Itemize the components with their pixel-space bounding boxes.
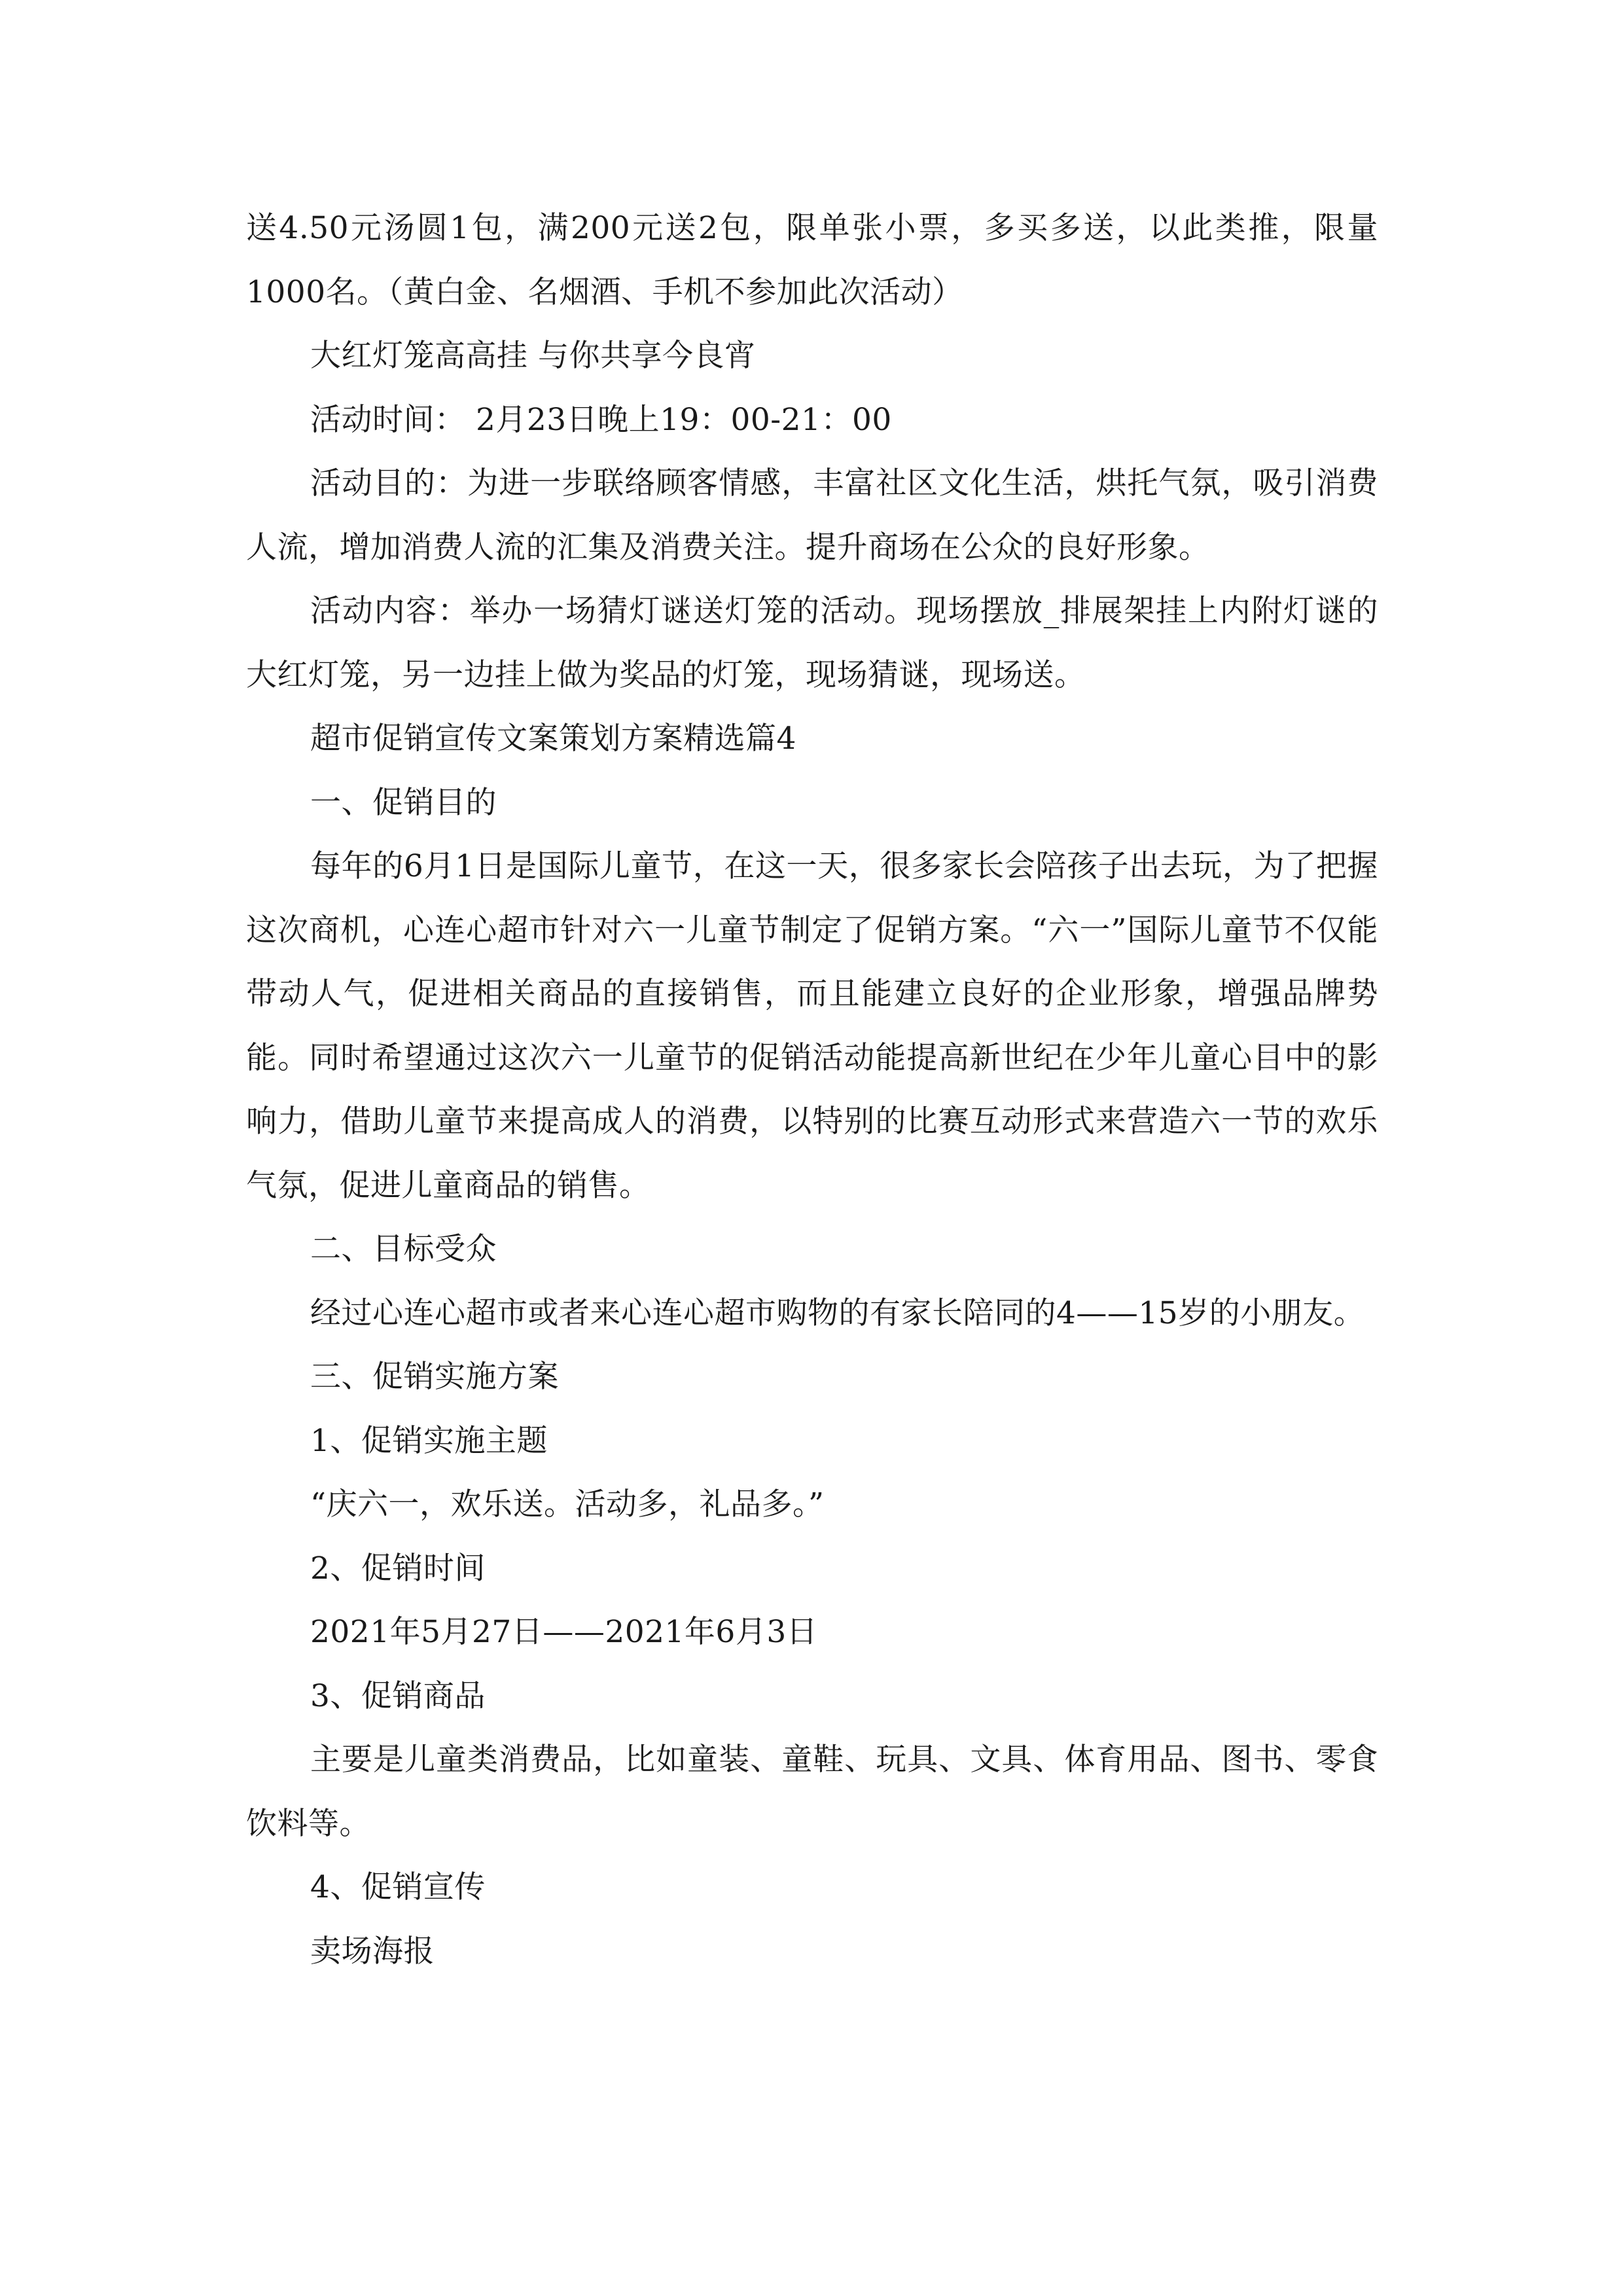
subheading-publicity: 4、促销宣传 — [310, 1869, 486, 1905]
paragraph-poster: 卖场海报 — [310, 1933, 435, 1969]
paragraph-theme: “庆六一，欢乐送。活动多，礼品多。” — [310, 1486, 825, 1522]
paragraph-activity-purpose: 活动目的：为进一步联络顾客情感，丰富社区文化生活，烘托气氛，吸引消费人流，增加消费人流的汇集及消费关注。提升商场在公众的良好形象。 — [246, 465, 1378, 565]
paragraph-goods: 主要是儿童类消费品，比如童装、童鞋、玩具、文具、体育用品、图书、零食饮料等。 — [246, 1742, 1378, 1842]
paragraph-lantern-title: 大红灯笼高高挂 与你共享今良宵 — [310, 338, 756, 374]
subheading-time: 2、促销时间 — [310, 1550, 486, 1587]
paragraph-continued-offer: 送4.50元汤圆1包，满200元送2包，限单张小票，多买多送，以此类推，限量1000名。（黄白金、名烟酒、手机不参加此次活动） — [246, 210, 1378, 310]
heading-promotion-purpose: 一、促销目的 — [310, 784, 497, 821]
heading-target-audience: 二、目标受众 — [310, 1231, 497, 1267]
document-body — [246, 196, 1378, 1983]
paragraph-activity-content: 活动内容：举办一场猜灯谜送灯笼的活动。现场摆放_排展架挂上内附灯谜的大红灯笼，另一边挂上做为奖品的灯笼，现场猜谜，现场送。 — [246, 593, 1378, 693]
subheading-goods: 3、促销商品 — [310, 1677, 486, 1714]
paragraph-purpose-body: 每年的6月1日是国际儿童节，在这一天，很多家长会陪孩子出去玩，为了把握这次商机，心连心超市针对六一儿童节制定了促销方案。“六一”国际儿童节不仅能带动人气，促进相关商品的直接销售，而且能建立良好的企业形象，增强品牌势能。同时希望通过这次六一儿童节的促销活动能提高新世纪在少年儿童心目中的影响力，借助儿童节来提高成人的消费，以特别的比赛互动形式来营造六一节的欢乐气氛，促进儿童商品的销售。 — [246, 848, 1378, 1204]
heading-implementation-plan: 三、促销实施方案 — [310, 1359, 559, 1395]
section-title: 超市促销宣传文案策划方案精选篇4 — [310, 721, 796, 757]
subheading-theme: 1、促销实施主题 — [310, 1422, 548, 1459]
paragraph-audience-body: 经过心连心超市或者来心连心超市购物的有家长陪同的4——15岁的小朋友。 — [310, 1295, 1365, 1331]
paragraph-activity-time: 活动时间： 2月23日晚上19：00-21：00 — [310, 401, 892, 438]
paragraph-dates: 2021年5月27日——2021年6月3日 — [310, 1614, 818, 1650]
